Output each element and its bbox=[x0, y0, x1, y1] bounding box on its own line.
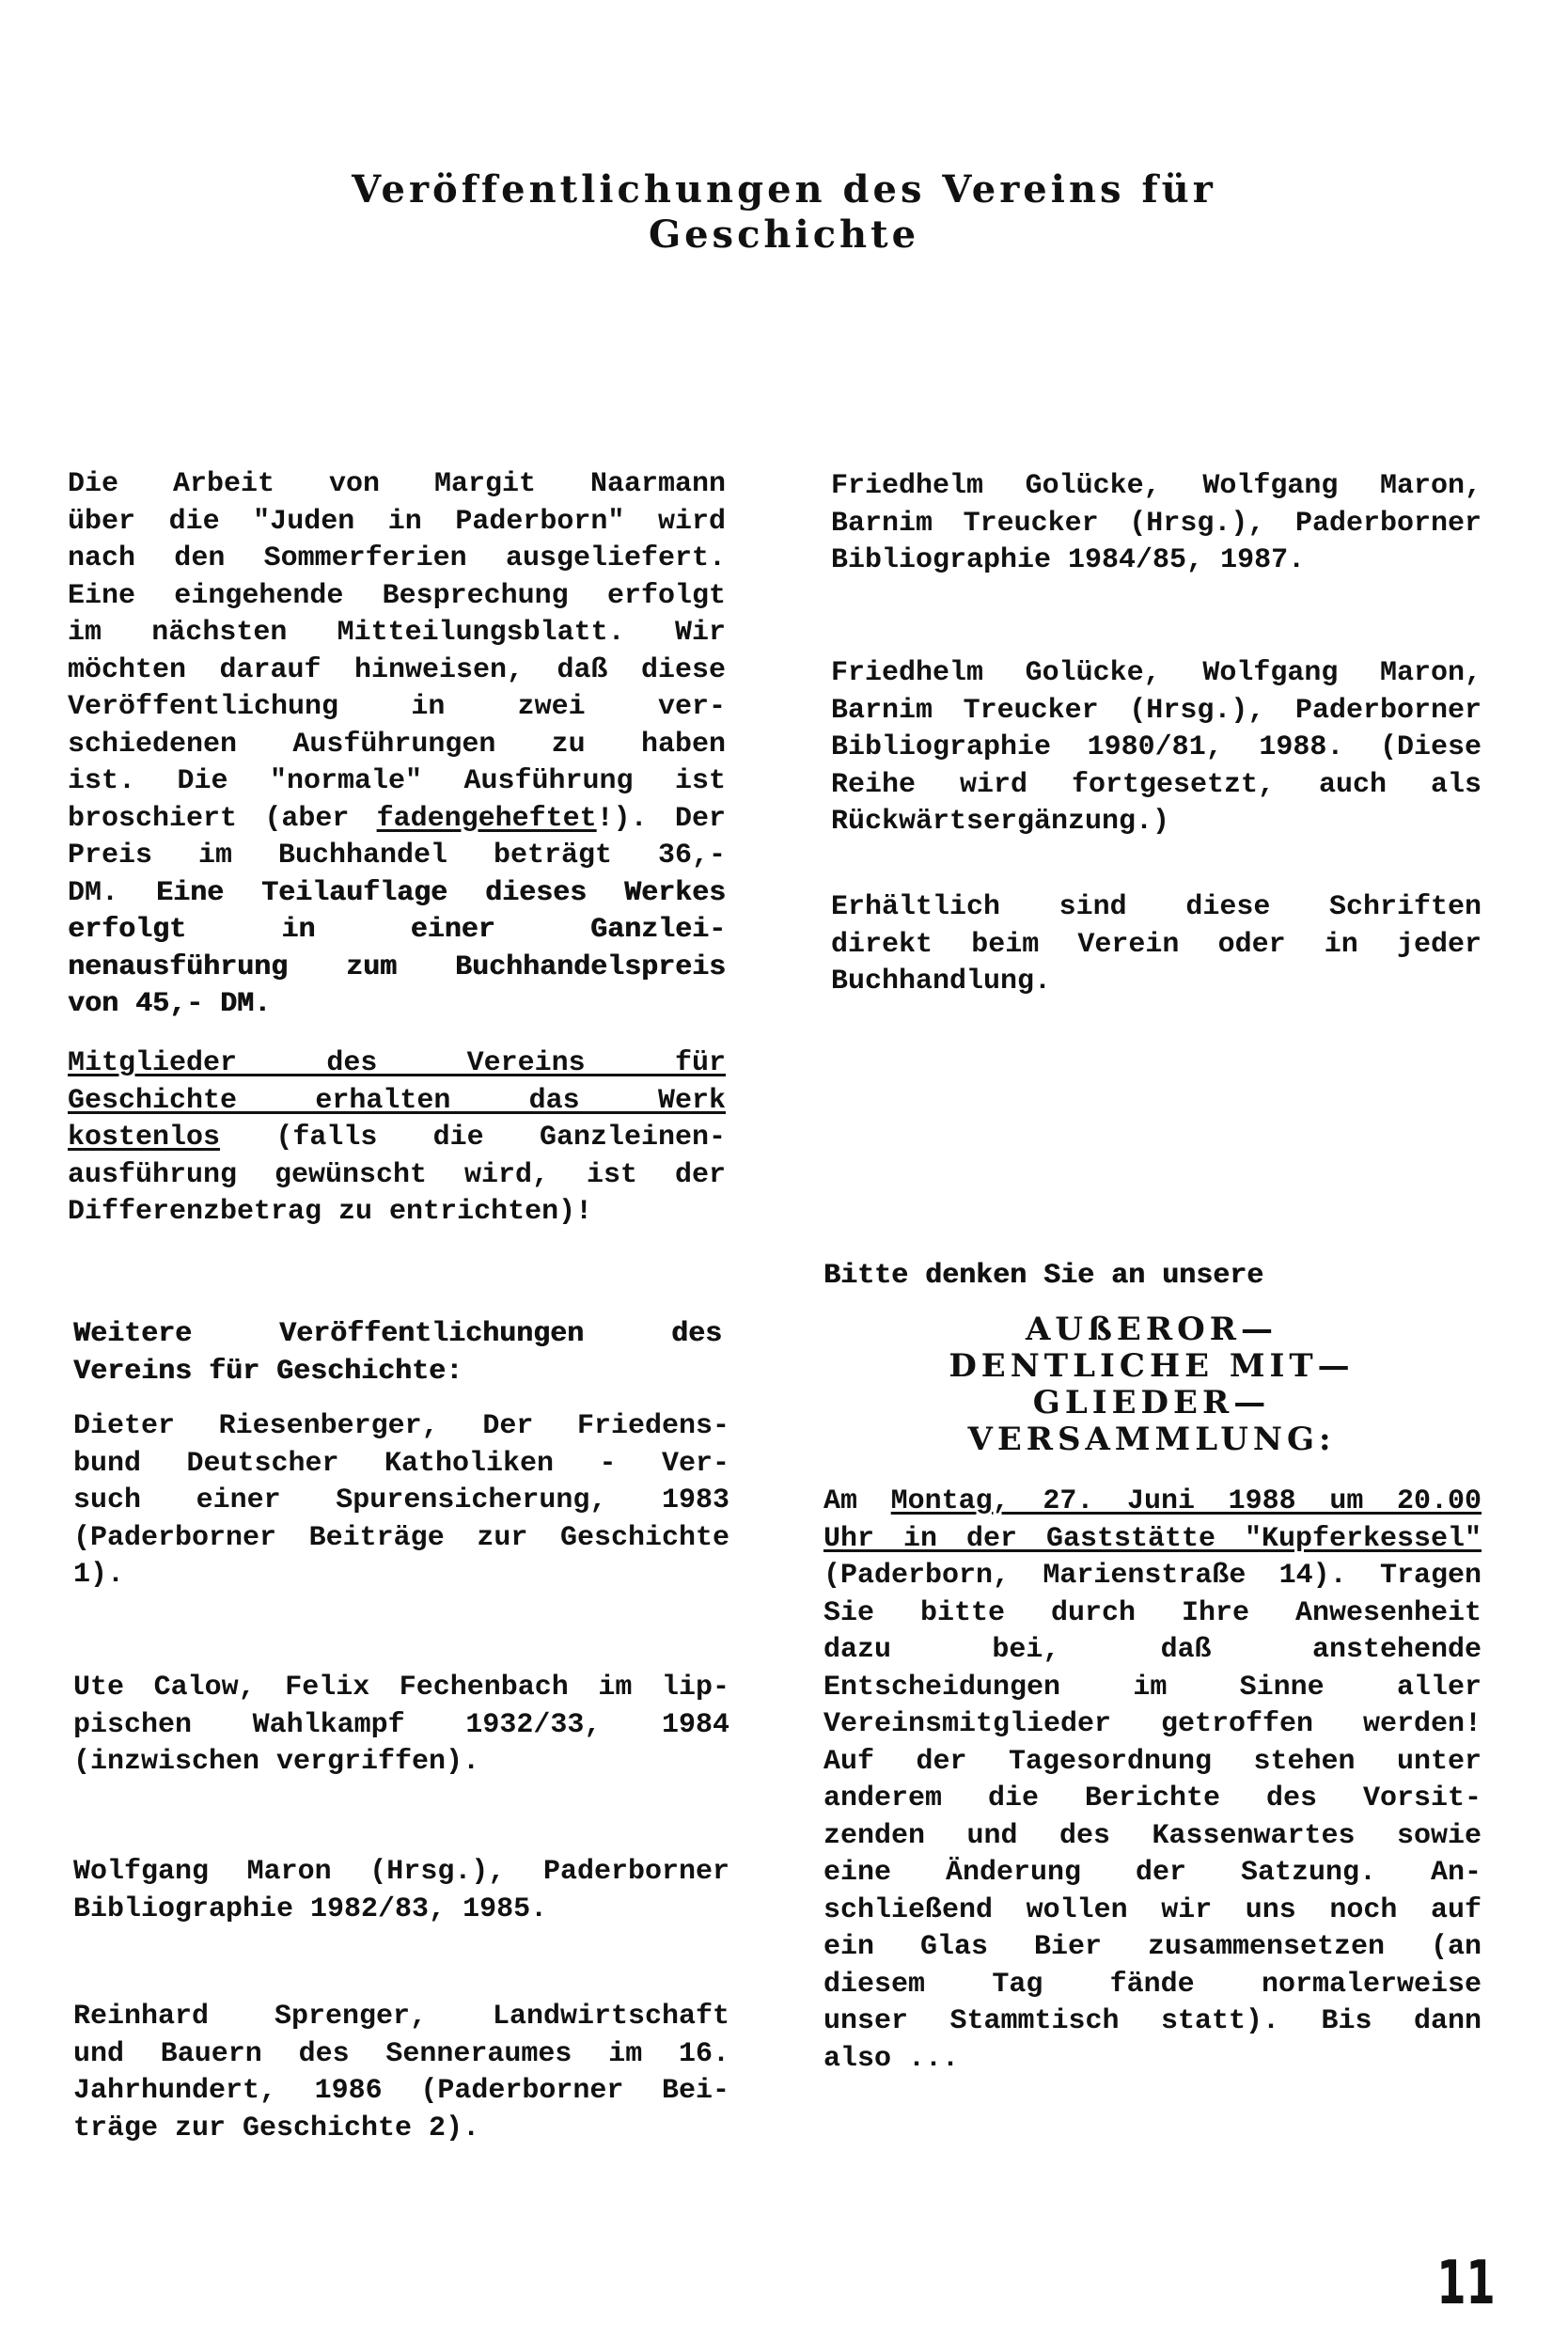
text-line: Wolfgang Maron (Hrsg.), Paderborner bbox=[73, 1856, 729, 1888]
text-line: Differenzbetrag zu entrichten)! bbox=[68, 1196, 593, 1228]
text-line: Bibliographie 1980/81, 1988. (Diese bbox=[831, 731, 1482, 763]
meeting-text bbox=[823, 1484, 1482, 2078]
text-line: (Paderborn, Marienstraße 14). Tragen bbox=[823, 1560, 1482, 1592]
text-line: direkt beim Verein oder in jeder bbox=[831, 928, 1482, 961]
heading-line: GLIEDER— bbox=[1032, 1384, 1271, 1421]
text-line: und Bauern des Senneraumes im 16. bbox=[73, 2037, 729, 2070]
text-line: dazu bei, daß anstehende bbox=[823, 1634, 1482, 1666]
page-title bbox=[0, 167, 1568, 258]
text-line: bund Deutscher Katholiken - Ver- bbox=[73, 1447, 729, 1480]
text-line: Auf der Tagesordnung stehen unter bbox=[823, 1745, 1482, 1778]
text-line: Reinhard Sprenger, Landwirtschaft bbox=[73, 2001, 729, 2033]
text-segment: broschiert (aber bbox=[68, 802, 377, 835]
text-line: 1). bbox=[73, 1559, 125, 1591]
text-line bbox=[823, 1258, 1482, 1296]
text-segment: Bitte denken Sie an unsere bbox=[823, 1260, 1264, 1292]
text-line: pischen Wahlkampf 1932/33, 1984 bbox=[73, 1708, 729, 1741]
text-line: im nächsten Mitteilungsblatt. Wir bbox=[68, 617, 726, 649]
text-line: schließend wollen wir uns noch auf bbox=[823, 1893, 1482, 1926]
text-segment: kostenlos bbox=[68, 1122, 221, 1154]
title-line-1: Veröffentlichungen des Vereins für bbox=[352, 167, 1216, 212]
text-line bbox=[68, 875, 726, 913]
members-note bbox=[68, 1045, 726, 1232]
text-line: Dieter Riesenberger, Der Friedens- bbox=[73, 1410, 729, 1442]
text-line: ausführung gewünscht wird, ist der bbox=[68, 1158, 726, 1191]
text-line: (inzwischen vergriffen). bbox=[73, 1746, 480, 1778]
text-line bbox=[68, 986, 726, 1024]
text-segment: Geschichte erhalten das Werk bbox=[68, 1084, 726, 1117]
text-segment: Uhr in der Gaststätte "Kupferkessel" bbox=[823, 1522, 1482, 1555]
publication-entry bbox=[73, 1670, 729, 1782]
text-line: ist. Die "normale" Ausführung ist bbox=[68, 765, 726, 797]
text-line: Friedhelm Golücke, Wolfgang Maron, bbox=[831, 470, 1482, 502]
text-line: such einer Spurensicherung, 1983 bbox=[73, 1484, 729, 1516]
page-number: 11 bbox=[1436, 2249, 1496, 2318]
text-segment: Eine Teilauflage dieses Werkes bbox=[155, 876, 726, 909]
text-segment: von 45,- DM. bbox=[68, 988, 272, 1020]
text-line bbox=[823, 1484, 1482, 1521]
text-line: Veröffentlichung in zwei ver- bbox=[68, 691, 726, 723]
heading-line: DENTLICHE MIT— bbox=[949, 1347, 1355, 1385]
text-line: Bibliographie 1982/83, 1985. bbox=[73, 1892, 548, 1925]
text-line bbox=[73, 1316, 722, 1354]
text-line: also ... bbox=[823, 2042, 960, 2075]
text-segment: Vereins für Geschichte: bbox=[73, 1355, 463, 1388]
availability-note bbox=[831, 889, 1482, 1001]
text-line: anderem die Berichte des Vorsit- bbox=[823, 1782, 1482, 1814]
text-line bbox=[823, 1521, 1482, 1559]
text-line: Buchhandlung. bbox=[831, 966, 1052, 997]
text-line bbox=[68, 1045, 726, 1083]
text-line: Ute Calow, Felix Fechenbach im lip- bbox=[73, 1672, 729, 1704]
text-line: Reihe wird fortgesetzt, auch als bbox=[831, 768, 1482, 801]
text-line bbox=[68, 1083, 726, 1121]
publication-entry bbox=[831, 655, 1482, 841]
text-line bbox=[68, 1120, 726, 1157]
text-line: Bibliographie 1984/85, 1987. bbox=[831, 544, 1306, 576]
publication-entry bbox=[73, 1408, 729, 1594]
text-line bbox=[68, 950, 726, 987]
text-line: möchten darauf hinweisen, daß diese bbox=[68, 653, 726, 686]
text-line: Die Arbeit von Margit Naarmann bbox=[68, 468, 726, 500]
meeting-heading bbox=[823, 1311, 1481, 1458]
text-line: ein Glas Bier zusammensetzen (an bbox=[823, 1931, 1482, 1963]
text-line: Vereinsmitglieder getroffen werden! bbox=[823, 1708, 1482, 1740]
text-line: Eine eingehende Besprechung erfolgt bbox=[68, 579, 726, 612]
publication-entry bbox=[73, 1854, 729, 1928]
further-publications-heading bbox=[73, 1316, 722, 1390]
text-line: nach den Sommerferien ausgeliefert. bbox=[68, 542, 726, 574]
text-segment: Am bbox=[823, 1485, 891, 1517]
text-segment: fadengeheftet bbox=[376, 802, 597, 835]
heading-line: AUßEROR— bbox=[1026, 1311, 1278, 1348]
text-line: zenden und des Kassenwartes sowie bbox=[823, 1819, 1482, 1852]
heading-line: VERSAMMLUNG: bbox=[967, 1421, 1336, 1458]
text-line: diesem Tag fände normalerweise bbox=[823, 1968, 1482, 2001]
text-segment: Montag, 27. Juni 1988 um 20.00 bbox=[890, 1485, 1482, 1517]
text-line: Erhältlich sind diese Schriften bbox=[831, 891, 1482, 923]
text-line: Entscheidungen im Sinne aller bbox=[823, 1671, 1482, 1704]
text-segment: nenausführung zum Buchhandelspreis bbox=[68, 950, 726, 983]
text-line: (Paderborner Beiträge zur Geschichte bbox=[73, 1521, 729, 1554]
text-line: eine Änderung der Satzung. An- bbox=[823, 1857, 1482, 1889]
text-line: Sie bitte durch Ihre Anwesenheit bbox=[823, 1596, 1482, 1629]
text-line: träge zur Geschichte 2). bbox=[73, 2112, 480, 2144]
publication-entry bbox=[73, 1999, 729, 2147]
text-line: schiedenen Ausführungen zu haben bbox=[68, 728, 726, 761]
text-line bbox=[68, 801, 726, 839]
text-line: Rückwärtsergänzung.) bbox=[831, 806, 1170, 838]
text-line bbox=[73, 1354, 722, 1391]
text-line: Jahrhundert, 1986 (Paderborner Bei- bbox=[73, 2075, 729, 2107]
text-segment: Weitere Veröffentlichungen des bbox=[73, 1318, 722, 1350]
text-segment: (falls die Ganzleinen- bbox=[220, 1122, 726, 1154]
text-segment: DM. bbox=[68, 876, 156, 909]
title-line-2: Geschichte bbox=[648, 212, 920, 257]
text-line: Preis im Buchhandel beträgt 36,- bbox=[68, 840, 726, 872]
meeting-reminder bbox=[823, 1258, 1482, 1296]
text-segment: erfolgt in einer Ganzlei- bbox=[68, 914, 726, 946]
text-segment: !). Der bbox=[596, 802, 726, 835]
intro-paragraph bbox=[68, 466, 726, 1024]
text-segment: Mitglieder des Vereins für bbox=[68, 1047, 726, 1079]
text-line: über die "Juden in Paderborn" wird bbox=[68, 505, 726, 538]
text-line: Barnim Treucker (Hrsg.), Paderborner bbox=[831, 507, 1482, 540]
publication-entry bbox=[831, 468, 1482, 580]
text-line: Barnim Treucker (Hrsg.), Paderborner bbox=[831, 694, 1482, 727]
text-line bbox=[68, 912, 726, 950]
text-line: unser Stammtisch statt). Bis dann bbox=[823, 2005, 1482, 2037]
text-line: Friedhelm Golücke, Wolfgang Maron, bbox=[831, 657, 1482, 689]
